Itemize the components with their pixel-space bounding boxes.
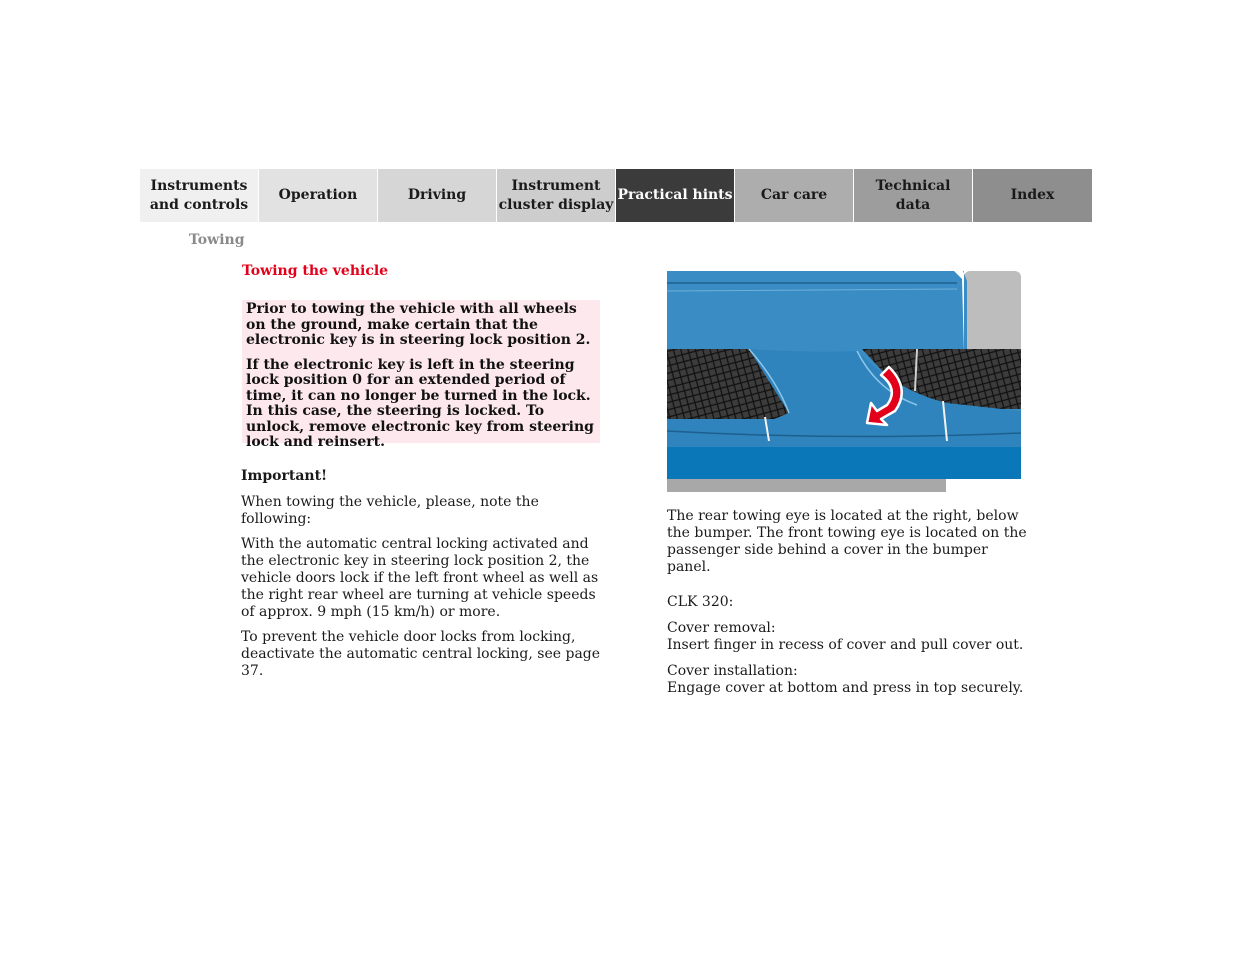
body-panel [964, 271, 1021, 353]
body-paragraph: The rear towing eye is located at the right, below the bumper. The front towing eye is located on the passenger side behind a cover in the bumper panel. [667, 508, 1027, 575]
model-label: CLK 320: [667, 594, 734, 610]
tab-index[interactable]: Index [973, 169, 1092, 222]
warning-box [242, 300, 600, 450]
cover-removal-text: Insert finger in recess of cover and pull cover out. [667, 637, 1024, 653]
tab-driving[interactable]: Driving [378, 169, 497, 222]
body-paragraph: To prevent the vehicle door locks from locking, deactivate the automatic central locking, see page 37. [241, 629, 601, 679]
left-column [241, 468, 603, 688]
warning-paragraph: Prior to towing the vehicle with all wheels on the ground, make certain that the electronic key is in steering lock position 2. [246, 301, 591, 348]
cover-installation-label: Cover installation: [667, 663, 798, 679]
section-title: Towing the vehicle [242, 263, 389, 279]
body-paragraph: When towing the vehicle, please, note the following: [241, 494, 539, 527]
bumper-illustration [667, 271, 1023, 494]
cover-removal-label: Cover removal: [667, 620, 776, 636]
important-heading: Important! [241, 468, 328, 484]
cover-removal [667, 620, 1027, 654]
main-nav [140, 169, 1095, 222]
bumper-bottom-strip [667, 447, 1021, 479]
right-column [667, 508, 1027, 706]
floor-strip [667, 479, 946, 492]
body-paragraph: With the automatic central locking activated and the electronic key in steering lock position 2, the vehicle doors lock if the left front wheel as well as the right rear wheel are turning at vehicle speeds of approx. 9 mph (15 km/h) or more. [241, 536, 599, 620]
tab-instrument-cluster-display[interactable]: Instrument cluster display [497, 169, 616, 222]
tab-operation[interactable]: Operation [259, 169, 378, 222]
tab-practical-hints[interactable]: Practical hints [616, 169, 735, 222]
tab-technical-data[interactable]: Technical data [854, 169, 973, 222]
warning-paragraph: If the electronic key is left in the steering lock position 0 for an extended period of time, it can no longer be turned in the lock. In this case, the steering is locked. To unlock, remove electronic key from steering lock and reinsert. [246, 356, 594, 450]
tab-instruments-and-controls[interactable]: Instruments and controls [140, 169, 259, 222]
breadcrumb: Towing [189, 232, 245, 248]
cover-installation-text: Engage cover at bottom and press in top securely. [667, 680, 1024, 696]
cover-installation [667, 663, 1027, 697]
tab-car-care[interactable]: Car care [735, 169, 854, 222]
